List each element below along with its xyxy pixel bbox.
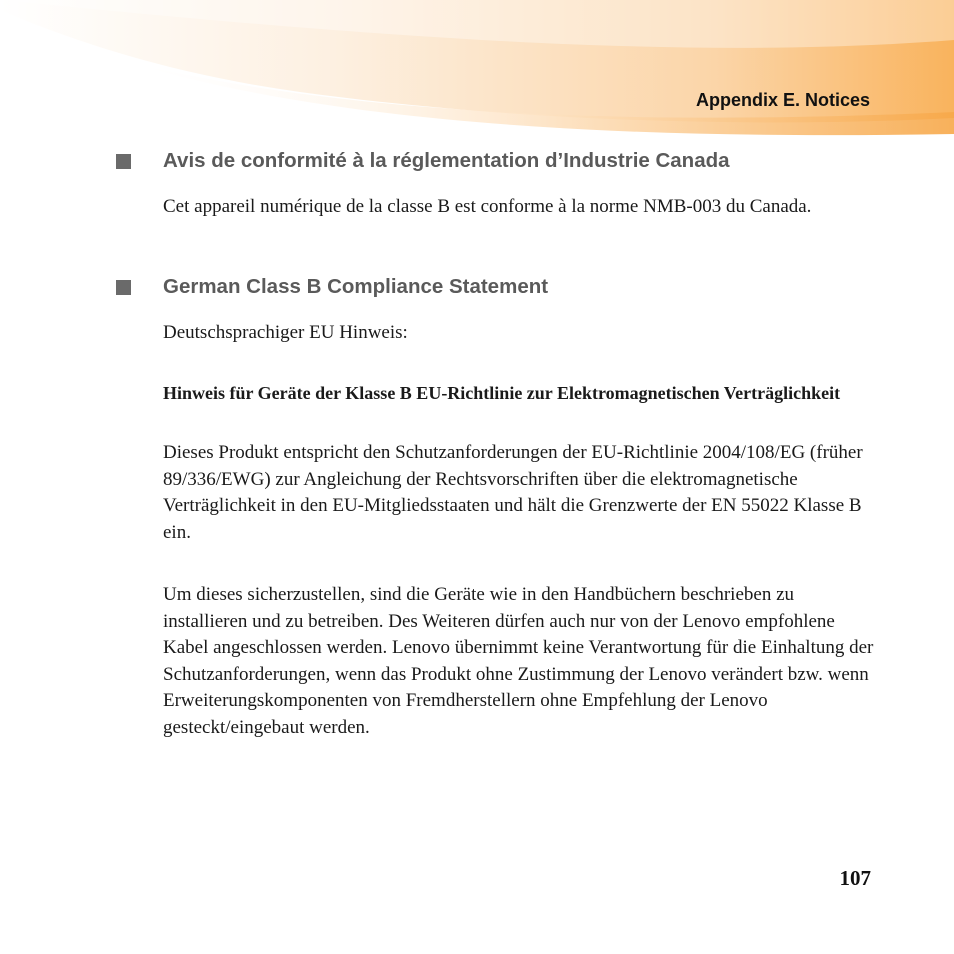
industrie-canada-paragraph: Cet appareil numérique de la classe B est conforme à la norme NMB-003 du Canada. [163,196,812,217]
header-decorative-band [0,0,954,140]
german-paragraph-2: Um dieses sicherzustellen, sind die Geräte wie in den Handbüchern beschrieben zu installieren und zu betreiben. Des Weiteren dürfen auch nur von der Lenovo empfohlene Kabel angeschlossen werden. Lenovo übernimmt keine Verantwortung für die Einhaltung der Schutzanforderungen, wenn das Produkt ohne Zustimmung der Lenovo verändert bzw. wenn Erweiterungskomponenten von Fremdherstellern ohne Empfehlung der Lenovo gesteckt/eingebaut werden. [163,584,874,738]
page-number: 107 [839,866,871,890]
section-heading-industrie-canada [116,149,730,173]
square-bullet-icon [116,280,131,295]
running-header-title: Appendix E. Notices [695,90,870,110]
section-heading-text: German Class B Compliance Statement [163,275,549,298]
german-intro-text: Deutschsprachiger EU Hinweis: [163,322,408,343]
german-subheading: Hinweis für Geräte der Klasse B EU-Richtlinie zur Elektromagnetischen Verträglichkeit [163,383,841,403]
square-bullet-icon [116,154,131,169]
german-paragraph-1: Dieses Produkt entspricht den Schutzanforderungen der EU-Richtlinie 2004/108/EG (früher 89/336/EWG) zur Angleichung der Rechtsvorschriften über die elektromagnetische Verträglichkeit in den EU-Mitgliedsstaaten und hält die Grenzwerte der EN 55022 Klasse B ein. [163,442,863,543]
section-heading-text: Avis de conformité à la réglementation d’Industrie Canada [163,149,730,172]
section-heading-german-class-b [116,275,548,299]
